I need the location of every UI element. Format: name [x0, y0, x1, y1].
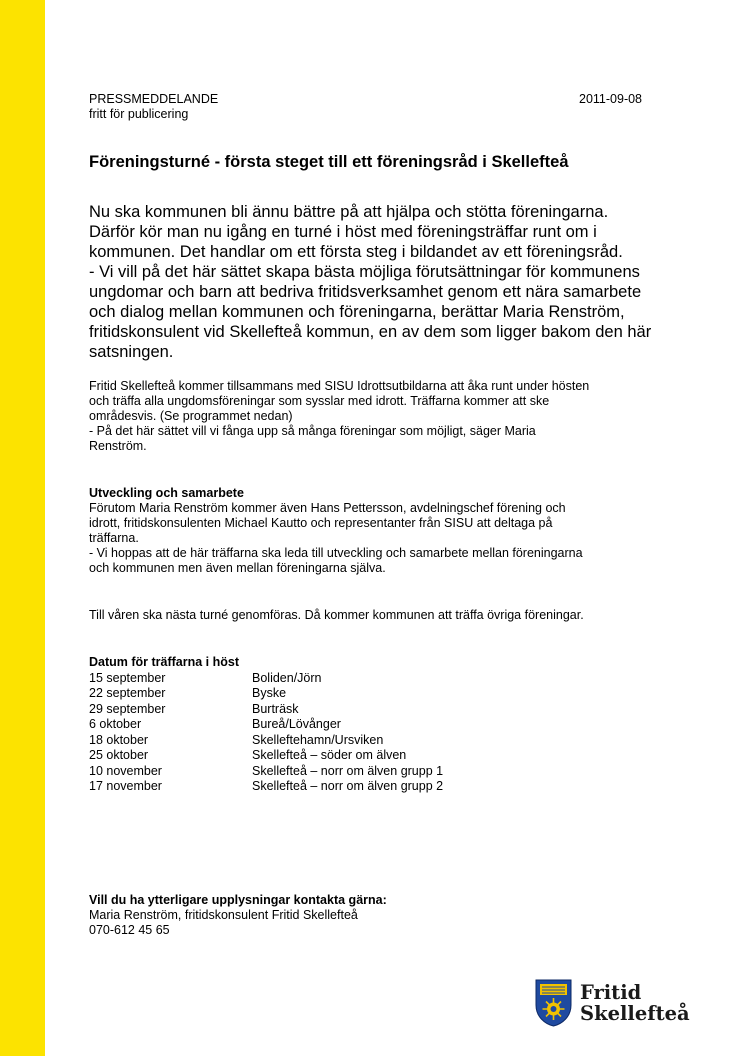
logo-text — [580, 982, 690, 1024]
logo-line-1: Fritid — [580, 981, 642, 1004]
schedule-place: Skellefteå – söder om älven — [252, 748, 407, 762]
body-line: - Vi hoppas att de här träffarna ska leda till utveckling och samarbete mellan föreningarna — [89, 546, 583, 560]
schedule-place: Bureå/Lövånger — [252, 717, 341, 731]
schedule-row — [89, 779, 589, 795]
lead-line: satsningen. — [89, 343, 174, 361]
section-heading: Utveckling och samarbete — [89, 486, 244, 500]
lead-line: fritidskonsulent vid Skellefteå kommun, en av dem som ligger bakom den här — [89, 323, 652, 341]
schedule-place: Skelleftehamn/Ursviken — [252, 732, 384, 747]
section-development — [89, 486, 709, 576]
press-release-label: PRESSMEDDELANDE — [89, 92, 219, 106]
schedule-date: 17 november — [89, 779, 162, 793]
lead-paragraph — [89, 202, 729, 362]
body-paragraph-3: Till våren ska nästa turné genomföras. Då kommer kommunen att träffa övriga föreningar. — [89, 608, 584, 622]
body-line: idrott, fritidskonsulenten Michael Kautto och representanter från SISU att deltaga på — [89, 516, 553, 530]
schedule-heading: Datum för träffarna i höst — [89, 655, 240, 669]
schedule-date: 22 september — [89, 686, 166, 700]
schedule-date: 25 oktober — [89, 748, 149, 762]
contact-heading: Vill du ha ytterligare upplysningar kontakta gärna: — [89, 893, 387, 907]
schedule-place: Skellefteå – norr om älven grupp 2 — [252, 779, 444, 793]
lead-line: och dialog mellan kommunen och föreningarna, berättar Maria Renström, — [89, 303, 625, 321]
lead-line: Därför kör man nu igång en turné i höst med föreningsträffar runt om i — [89, 223, 597, 241]
body-line: och kommunen men även mellan föreningarna själva. — [89, 561, 386, 575]
fritid-skelleftea-logo — [535, 976, 695, 1030]
schedule-place: Burträsk — [252, 701, 299, 716]
schedule-row — [89, 764, 589, 780]
schedule-row — [89, 717, 589, 733]
publication-note: fritt för publicering — [89, 107, 189, 121]
schedule-place: Byske — [252, 686, 287, 700]
schedule-row — [89, 671, 589, 687]
body-line: och träffa alla ungdomsföreningar som sysslar med idrott. Träffarna kommer att ske — [89, 394, 550, 408]
lead-line: Nu ska kommunen bli ännu bättre på att hjälpa och stötta föreningarna. — [89, 203, 609, 221]
schedule-date: 6 oktober — [89, 717, 142, 731]
side-accent-bar — [0, 0, 45, 1056]
schedule-section — [89, 655, 589, 795]
lead-line: - Vi vill på det här sättet skapa bästa möjliga förutsättningar för kommunens — [89, 263, 640, 281]
body-line: Förutom Maria Renström kommer även Hans Pettersson, avdelningschef förening och — [89, 501, 566, 515]
coat-of-arms-icon — [535, 979, 572, 1027]
page-title: Föreningsturné - första steget till ett föreningsråd i Skellefteå — [89, 153, 569, 171]
body-paragraph-1 — [89, 379, 709, 454]
schedule-row — [89, 733, 589, 749]
schedule-date: 29 september — [89, 701, 166, 716]
body-line: områdesvis. (Se programmet nedan) — [89, 409, 293, 423]
schedule-row — [89, 702, 589, 718]
release-date: 2011-09-08 — [579, 92, 643, 106]
schedule-date: 15 september — [89, 670, 166, 685]
schedule-place: Skellefteå – norr om älven grupp 1 — [252, 763, 444, 778]
schedule-row — [89, 748, 589, 764]
schedule-row — [89, 686, 589, 702]
schedule-date: 18 oktober — [89, 732, 149, 747]
body-line: - På det här sättet vill vi fånga upp så många föreningar som möjligt, säger Maria — [89, 424, 536, 438]
contact-name: Maria Renström, fritidskonsulent Fritid Skellefteå — [89, 908, 358, 922]
logo-line-2: Skellefteå — [580, 1002, 690, 1025]
schedule-place: Boliden/Jörn — [252, 670, 322, 685]
contact-phone: 070-612 45 65 — [89, 923, 170, 937]
body-line: Fritid Skellefteå kommer tillsammans med SISU Idrottsutbildarna att åka runt under hösten — [89, 379, 590, 393]
contact-section — [89, 893, 689, 938]
schedule-date: 10 november — [89, 763, 162, 778]
body-line: Renström. — [89, 439, 147, 453]
lead-line: kommunen. Det handlar om ett första steg i bildandet av ett föreningsråd. — [89, 243, 623, 261]
lead-line: ungdomar och barn att bedriva fritidsverksamhet genom ett nära samarbete — [89, 283, 642, 301]
body-line: träffarna. — [89, 531, 139, 545]
